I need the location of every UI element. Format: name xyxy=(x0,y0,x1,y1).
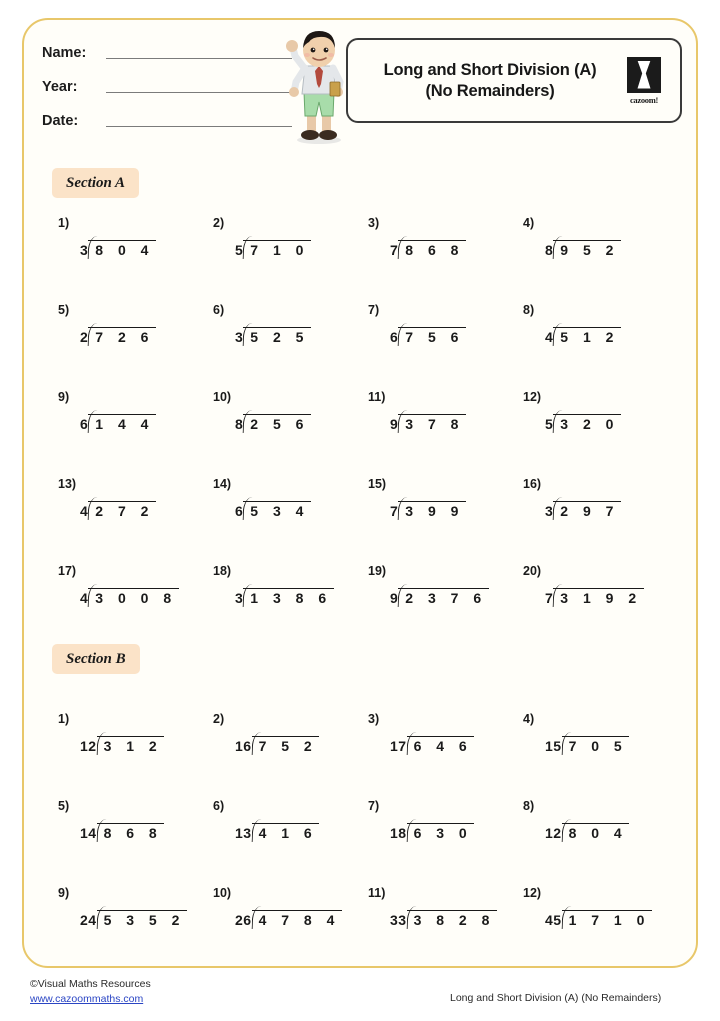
student-info-block xyxy=(42,34,292,136)
long-division-expression xyxy=(545,816,629,844)
problem-number: 2) xyxy=(213,712,225,726)
problem-number: 12) xyxy=(523,886,542,900)
dividend: 7 5 6 xyxy=(398,327,466,345)
divisor: 3 xyxy=(80,242,89,258)
problem-cell[interactable] xyxy=(517,712,672,799)
dividend: 5 3 5 2 xyxy=(97,910,187,928)
division-bracket-icon xyxy=(398,581,488,609)
problem-number: 5) xyxy=(58,799,70,813)
divisor: 13 xyxy=(235,825,252,841)
long-division-expression xyxy=(80,407,156,435)
long-division-expression xyxy=(390,320,466,348)
dividend: 3 7 8 xyxy=(398,414,466,432)
divisor: 12 xyxy=(545,825,562,841)
footer-left xyxy=(30,977,151,1007)
dividend: 8 0 4 xyxy=(88,240,156,258)
division-bracket-icon xyxy=(553,233,621,261)
problem-cell[interactable] xyxy=(207,564,362,651)
long-division-expression xyxy=(80,729,164,757)
problem-number: 1) xyxy=(58,216,70,230)
problem-number: 6) xyxy=(213,799,225,813)
problem-cell[interactable] xyxy=(52,477,207,564)
problem-cell[interactable] xyxy=(52,390,207,477)
cazoom-logo xyxy=(618,57,670,105)
problem-number: 4) xyxy=(523,216,535,230)
problem-cell[interactable] xyxy=(362,564,517,651)
division-bracket-icon xyxy=(88,407,156,435)
student-info-row-date xyxy=(42,102,292,130)
dividend: 9 5 2 xyxy=(553,240,621,258)
long-division-expression xyxy=(235,494,311,522)
student-info-row-name xyxy=(42,34,292,62)
section-b-problem-grid xyxy=(52,712,672,973)
problem-row xyxy=(52,477,672,564)
long-division-expression xyxy=(235,816,319,844)
dividend: 1 4 4 xyxy=(88,414,156,432)
divisor: 12 xyxy=(80,738,97,754)
problem-row xyxy=(52,712,672,799)
divisor: 14 xyxy=(80,825,97,841)
problem-cell[interactable] xyxy=(207,712,362,799)
long-division-expression xyxy=(235,729,319,757)
long-division-expression xyxy=(80,233,156,261)
problem-number: 8) xyxy=(523,303,535,317)
problem-number: 18) xyxy=(213,564,232,578)
divisor: 6 xyxy=(235,503,244,519)
long-division-expression xyxy=(545,903,652,931)
divisor: 5 xyxy=(235,242,244,258)
problem-number: 3) xyxy=(368,712,380,726)
division-bracket-icon xyxy=(88,320,156,348)
division-bracket-icon xyxy=(243,494,311,522)
division-bracket-icon xyxy=(243,407,311,435)
division-bracket-icon xyxy=(407,903,497,931)
long-division-expression xyxy=(390,581,489,609)
divisor: 45 xyxy=(545,912,562,928)
long-division-expression xyxy=(390,494,466,522)
divisor: 18 xyxy=(390,825,407,841)
long-division-expression xyxy=(390,816,474,844)
long-division-expression xyxy=(235,581,334,609)
long-division-expression xyxy=(235,320,311,348)
dividend: 5 2 5 xyxy=(243,327,311,345)
division-bracket-icon xyxy=(243,233,311,261)
problem-cell[interactable] xyxy=(52,216,207,303)
division-bracket-icon xyxy=(398,233,466,261)
dividend: 1 7 1 0 xyxy=(562,910,652,928)
problem-cell[interactable] xyxy=(517,390,672,477)
problem-cell[interactable] xyxy=(207,390,362,477)
long-division-expression xyxy=(235,903,342,931)
dividend: 3 1 9 2 xyxy=(553,588,643,606)
dividend: 3 9 9 xyxy=(398,501,466,519)
dividend: 2 9 7 xyxy=(553,501,621,519)
dividend: 4 7 8 4 xyxy=(252,910,342,928)
problem-cell[interactable] xyxy=(52,799,207,886)
problem-cell[interactable] xyxy=(207,303,362,390)
problem-number: 1) xyxy=(58,712,70,726)
division-bracket-icon xyxy=(252,729,320,757)
problem-number: 14) xyxy=(213,477,232,491)
year-label: Year: xyxy=(42,79,78,95)
name-label: Name: xyxy=(42,45,87,61)
problem-row xyxy=(52,564,672,651)
problem-number: 13) xyxy=(58,477,77,491)
problem-number: 8) xyxy=(523,799,535,813)
problem-row xyxy=(52,886,672,973)
division-bracket-icon xyxy=(252,816,320,844)
problem-cell[interactable] xyxy=(207,477,362,564)
problem-number: 5) xyxy=(58,303,70,317)
problem-cell[interactable] xyxy=(517,303,672,390)
problem-row xyxy=(52,390,672,477)
dividend: 7 2 6 xyxy=(88,327,156,345)
problem-number: 7) xyxy=(368,799,380,813)
problem-number: 10) xyxy=(213,390,232,404)
dividend: 3 8 2 8 xyxy=(407,910,497,928)
division-bracket-icon xyxy=(398,320,466,348)
dividend: 7 0 5 xyxy=(562,736,630,754)
divisor: 2 xyxy=(80,329,89,345)
problem-cell[interactable] xyxy=(207,799,362,886)
problem-row xyxy=(52,216,672,303)
divisor: 7 xyxy=(390,503,399,519)
divisor: 26 xyxy=(235,912,252,928)
division-bracket-icon xyxy=(553,494,621,522)
page-title-line1: Long and Short Division (A) xyxy=(383,60,597,79)
section-a-banner: Section A xyxy=(52,168,139,198)
cazoom-logo-icon xyxy=(627,57,661,93)
footer-copyright: ©Visual Maths Resources xyxy=(30,978,151,990)
problem-row xyxy=(52,799,672,886)
divisor: 16 xyxy=(235,738,252,754)
dividend: 8 6 8 xyxy=(398,240,466,258)
problem-number: 3) xyxy=(368,216,380,230)
problem-cell[interactable] xyxy=(517,216,672,303)
problem-cell[interactable] xyxy=(207,216,362,303)
division-bracket-icon xyxy=(252,903,342,931)
division-bracket-icon xyxy=(398,494,466,522)
division-bracket-icon xyxy=(88,494,156,522)
problem-cell[interactable] xyxy=(517,799,672,886)
dividend: 3 0 0 8 xyxy=(88,588,178,606)
divisor: 8 xyxy=(235,416,244,432)
date-input-line[interactable] xyxy=(106,126,292,127)
dividend: 7 1 0 xyxy=(243,240,311,258)
date-label: Date: xyxy=(42,113,79,129)
problem-number: 11) xyxy=(368,886,386,900)
student-info-row-year xyxy=(42,68,292,96)
long-division-expression xyxy=(235,233,311,261)
long-division-expression xyxy=(390,233,466,261)
long-division-expression xyxy=(545,320,621,348)
footer-worksheet-title: Long and Short Division (A) (No Remainders) xyxy=(450,992,662,1004)
divisor: 6 xyxy=(80,416,89,432)
problem-number: 11) xyxy=(368,390,386,404)
divisor: 3 xyxy=(235,590,244,606)
division-bracket-icon xyxy=(553,320,621,348)
page-title xyxy=(362,60,618,102)
division-bracket-icon xyxy=(553,407,621,435)
dividend: 4 1 6 xyxy=(252,823,320,841)
dividend: 3 2 0 xyxy=(553,414,621,432)
problem-number: 6) xyxy=(213,303,225,317)
problem-cell[interactable] xyxy=(517,477,672,564)
dividend: 6 3 0 xyxy=(407,823,475,841)
divisor: 6 xyxy=(390,329,399,345)
divisor: 15 xyxy=(545,738,562,754)
long-division-expression xyxy=(545,729,629,757)
long-division-expression xyxy=(80,494,156,522)
divisor: 33 xyxy=(390,912,407,928)
dividend: 2 7 2 xyxy=(88,501,156,519)
problem-cell[interactable] xyxy=(52,564,207,651)
problem-cell[interactable] xyxy=(362,886,517,973)
dividend: 5 3 4 xyxy=(243,501,311,519)
division-bracket-icon xyxy=(407,816,475,844)
problem-cell[interactable] xyxy=(362,216,517,303)
divisor: 3 xyxy=(235,329,244,345)
long-division-expression xyxy=(80,320,156,348)
division-bracket-icon xyxy=(562,903,652,931)
worksheet-header xyxy=(24,20,700,145)
problem-number: 2) xyxy=(213,216,225,230)
problem-number: 19) xyxy=(368,564,387,578)
divisor: 9 xyxy=(390,416,399,432)
section-a-problem-grid xyxy=(52,216,672,651)
year-input-line[interactable] xyxy=(106,92,292,93)
problem-cell[interactable] xyxy=(52,303,207,390)
section-b-banner: Section B xyxy=(52,644,140,674)
problem-cell[interactable] xyxy=(52,712,207,799)
long-division-expression xyxy=(80,581,179,609)
dividend: 1 3 8 6 xyxy=(243,588,333,606)
long-division-expression xyxy=(545,581,644,609)
problem-cell[interactable] xyxy=(362,799,517,886)
divisor: 3 xyxy=(545,503,554,519)
divisor: 7 xyxy=(545,590,554,606)
division-bracket-icon xyxy=(562,729,630,757)
problem-cell[interactable] xyxy=(52,886,207,973)
problem-cell[interactable] xyxy=(517,564,672,651)
problem-cell[interactable] xyxy=(517,886,672,973)
problem-number: 9) xyxy=(58,390,70,404)
long-division-expression xyxy=(235,407,311,435)
dividend: 6 4 6 xyxy=(407,736,475,754)
problem-row xyxy=(52,303,672,390)
division-bracket-icon xyxy=(407,729,475,757)
problem-number: 12) xyxy=(523,390,542,404)
division-bracket-icon xyxy=(553,581,643,609)
long-division-expression xyxy=(390,903,497,931)
long-division-expression xyxy=(545,407,621,435)
problem-cell[interactable] xyxy=(362,477,517,564)
long-division-expression xyxy=(390,729,474,757)
worksheet-title-box xyxy=(346,38,682,123)
divisor: 4 xyxy=(80,503,89,519)
division-bracket-icon xyxy=(562,816,630,844)
problem-number: 7) xyxy=(368,303,380,317)
long-division-expression xyxy=(545,494,621,522)
problem-number: 15) xyxy=(368,477,387,491)
footer-website-link[interactable]: www.cazoommaths.com xyxy=(30,993,144,1005)
cazoom-logo-wordmark: cazoom! xyxy=(629,94,659,105)
division-bracket-icon xyxy=(243,320,311,348)
problem-number: 20) xyxy=(523,564,542,578)
problem-cell[interactable] xyxy=(362,303,517,390)
problem-number: 16) xyxy=(523,477,542,491)
dividend: 3 1 2 xyxy=(97,736,165,754)
dividend: 7 5 2 xyxy=(252,736,320,754)
dividend: 2 5 6 xyxy=(243,414,311,432)
divisor: 7 xyxy=(390,242,399,258)
dividend: 8 0 4 xyxy=(562,823,630,841)
name-input-line[interactable] xyxy=(106,58,292,59)
dividend: 8 6 8 xyxy=(97,823,165,841)
divisor: 9 xyxy=(390,590,399,606)
worksheet-sheet xyxy=(22,18,698,968)
division-bracket-icon xyxy=(97,729,165,757)
divisor: 17 xyxy=(390,738,407,754)
division-bracket-icon xyxy=(398,407,466,435)
problem-cell[interactable] xyxy=(207,886,362,973)
problem-cell[interactable] xyxy=(362,390,517,477)
long-division-expression xyxy=(390,407,466,435)
dividend: 5 1 2 xyxy=(553,327,621,345)
division-bracket-icon xyxy=(88,581,178,609)
problem-number: 17) xyxy=(58,564,77,578)
page-title-line2: (No Remainders) xyxy=(425,81,555,100)
divisor: 4 xyxy=(80,590,89,606)
problem-cell[interactable] xyxy=(362,712,517,799)
division-bracket-icon xyxy=(88,233,156,261)
divisor: 5 xyxy=(545,416,554,432)
divisor: 24 xyxy=(80,912,97,928)
division-bracket-icon xyxy=(243,581,333,609)
divisor: 8 xyxy=(545,242,554,258)
long-division-expression xyxy=(80,903,187,931)
dividend: 2 3 7 6 xyxy=(398,588,488,606)
long-division-expression xyxy=(80,816,164,844)
problem-number: 9) xyxy=(58,886,70,900)
problem-number: 4) xyxy=(523,712,535,726)
division-bracket-icon xyxy=(97,903,187,931)
long-division-expression xyxy=(545,233,621,261)
division-bracket-icon xyxy=(97,816,165,844)
divisor: 4 xyxy=(545,329,554,345)
problem-number: 10) xyxy=(213,886,232,900)
